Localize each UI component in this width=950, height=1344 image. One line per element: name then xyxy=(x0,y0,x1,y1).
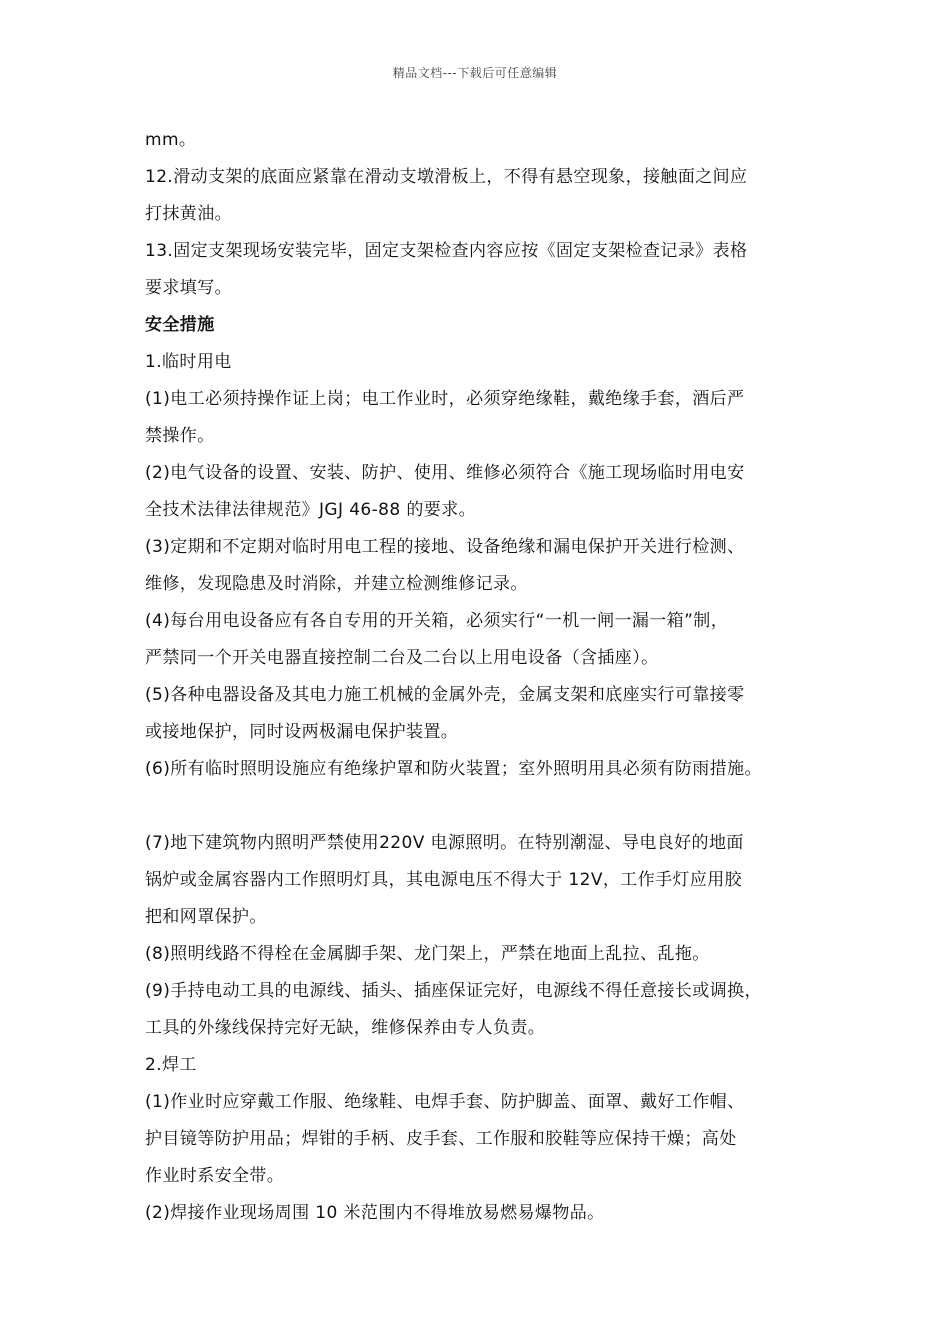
text-line: (9)手持电动工具的电源线、插头、插座保证完好，电源线不得任意接长或调换， xyxy=(145,981,762,1001)
text-line: 12.滑动支架的底面应紧靠在滑动支墩滑板上，不得有悬空现象，接触面之间应 xyxy=(145,167,748,187)
section-heading: 安全措施 xyxy=(145,315,215,335)
text-line: 工具的外缘线保持完好无缺，维修保养由专人负责。 xyxy=(145,1018,546,1038)
text-line: 或接地保护，同时设两极漏电保护装置。 xyxy=(145,722,459,742)
text-line: 把和网罩保护。 xyxy=(145,907,267,927)
text-line: (6)所有临时照明设施应有绝缘护罩和防火装置；室外照明用具必须有防雨措施。 xyxy=(145,759,762,779)
text-line: 1.临时用电 xyxy=(145,352,232,372)
text-line: 严禁同一个开关电器直接控制二台及二台以上用电设备（含插座）。 xyxy=(145,648,659,668)
text-line: (3)定期和不定期对临时用电工程的接地、设备绝缘和漏电保护开关进行检测、 xyxy=(145,537,745,557)
text-line: 护目镜等防护用品；焊钳的手柄、皮手套、工作服和胶鞋等应保持干燥；高处 xyxy=(145,1129,737,1149)
paragraph-gap xyxy=(145,788,825,825)
text-line: (2)电气设备的设置、安装、防护、使用、维修必须符合《施工现场临时用电安 xyxy=(145,463,745,483)
text-line: (1)电工必须持操作证上岗；电工作业时，必须穿绝缘鞋，戴绝缘手套，酒后严 xyxy=(145,389,745,409)
text-line: (8)照明线路不得栓在金属脚手架、龙门架上，严禁在地面上乱拉、乱拖。 xyxy=(145,944,710,964)
page-header: 精品文档---下载后可任意编辑 xyxy=(392,66,558,80)
text-line: mm。 xyxy=(145,130,197,150)
text-line: 禁操作。 xyxy=(145,426,215,446)
text-line: 维修，发现隐患及时消除，并建立检测维修记录。 xyxy=(145,574,528,594)
document-body xyxy=(145,122,825,1232)
text-line: (1)作业时应穿戴工作服、绝缘鞋、电焊手套、防护脚盖、面罩、戴好工作帽、 xyxy=(145,1092,745,1112)
text-line: 锅炉或金属容器内工作照明灯具，其电源电压不得大于 12V，工作手灯应用胶 xyxy=(145,870,743,890)
text-line: 2.焊工 xyxy=(145,1055,197,1075)
text-line: 打抹黄油。 xyxy=(145,204,232,224)
text-line: (5)各种电器设备及其电力施工机械的金属外壳，金属支架和底座实行可靠接零 xyxy=(145,685,745,705)
text-line: 要求填写。 xyxy=(145,278,232,298)
text-line: 全技术法律法律规范》JGJ 46-88 的要求。 xyxy=(145,500,477,520)
text-line: (4)每台用电设备应有各自专用的开关箱，必须实行“一机一闸一漏一箱”制， xyxy=(145,611,729,631)
text-line: 作业时系安全带。 xyxy=(145,1166,285,1186)
text-line: (7)地下建筑物内照明严禁使用220V 电源照明。在特别潮湿、导电良好的地面 xyxy=(145,833,744,853)
text-line: 13.固定支架现场安装完毕，固定支架检查内容应按《固定支架检查记录》表格 xyxy=(145,241,748,261)
text-line: (2)焊接作业现场周围 10 米范围内不得堆放易燃易爆物品。 xyxy=(145,1203,605,1223)
